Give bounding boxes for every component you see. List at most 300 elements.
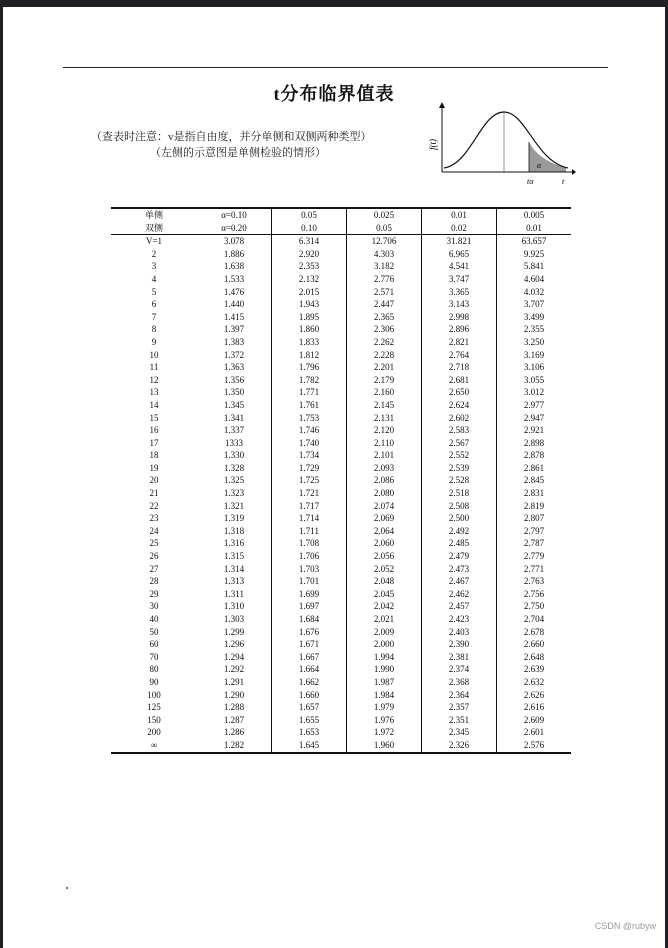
value-cell: 1.415: [223, 311, 245, 322]
table-row: [111, 739, 571, 753]
value-cell: 1.440: [223, 299, 245, 310]
table-row: [111, 626, 571, 639]
value-cell: 1.653: [272, 726, 347, 739]
df-cell: 18: [149, 450, 159, 461]
header-cell: α=0.10: [197, 208, 272, 222]
value-cell: 9.925: [497, 248, 572, 261]
df-cell: 50: [149, 626, 159, 637]
t-critical-value-table: [111, 207, 571, 754]
df-cell: 19: [149, 462, 159, 473]
df-cell: 7: [151, 311, 157, 322]
value-cell: 2.120: [347, 424, 422, 437]
value-cell: 2.365: [347, 311, 422, 324]
value-cell: 3.169: [497, 349, 572, 362]
value-cell: 1.761: [272, 399, 347, 412]
value-cell: 2.845: [497, 474, 572, 487]
value-cell: 2.064: [347, 525, 422, 538]
value-cell: 1.984: [347, 689, 422, 702]
value-cell: 2.048: [347, 575, 422, 588]
value-cell: 2.457: [422, 600, 497, 613]
value-cell: 2.678: [497, 626, 572, 639]
value-cell: 2.571: [347, 286, 422, 299]
table-row: [111, 361, 571, 374]
value-cell: 2.145: [347, 399, 422, 412]
value-cell: 3.182: [347, 260, 422, 273]
table-row: [111, 386, 571, 399]
df-cell: 70: [149, 651, 159, 662]
value-cell: 2.528: [422, 474, 497, 487]
value-cell: 3.499: [497, 311, 572, 324]
value-cell: 2.045: [347, 588, 422, 601]
value-cell: 2.056: [347, 550, 422, 563]
value-cell: 1.782: [272, 374, 347, 387]
value-cell: 2.364: [422, 689, 497, 702]
value-cell: 1.383: [223, 336, 245, 347]
value-cell: 1.288: [223, 702, 245, 713]
value-cell: 1.699: [272, 588, 347, 601]
value-cell: 1.638: [223, 261, 245, 272]
value-cell: 2.485: [422, 537, 497, 550]
value-cell: 1.330: [223, 450, 245, 461]
df-cell: 15: [149, 412, 159, 423]
df-cell: 9: [151, 336, 157, 347]
df-cell: 21: [149, 488, 159, 499]
value-cell: 1.717: [272, 500, 347, 513]
value-cell: 1.734: [272, 449, 347, 462]
value-cell: 1.994: [347, 651, 422, 664]
df-cell: 14: [149, 399, 159, 410]
table-row: [111, 663, 571, 676]
value-cell: 2.069: [347, 512, 422, 525]
value-cell: 3.143: [422, 298, 497, 311]
header-cell: 0.05: [347, 222, 422, 235]
value-cell: 2.473: [422, 563, 497, 576]
value-cell: 1.345: [223, 399, 245, 410]
value-cell: 2.764: [422, 349, 497, 362]
table-row: [111, 248, 571, 261]
value-cell: 2.101: [347, 449, 422, 462]
value-cell: 1.796: [272, 361, 347, 374]
table-row: [111, 651, 571, 664]
header-cell: 0.05: [272, 208, 347, 222]
header-cell: α=0.20: [197, 222, 272, 235]
df-cell: 3: [151, 261, 157, 272]
top-rule: [63, 67, 608, 68]
value-cell: 2.896: [422, 323, 497, 336]
df-cell: 30: [149, 601, 159, 612]
value-cell: 1.711: [272, 525, 347, 538]
value-cell: 2.355: [497, 323, 572, 336]
value-cell: 1.701: [272, 575, 347, 588]
df-cell: 12: [149, 374, 159, 385]
value-cell: 2.351: [422, 714, 497, 727]
value-cell: 2.807: [497, 512, 572, 525]
value-cell: 63.657: [497, 235, 572, 248]
value-cell: 1.746: [272, 424, 347, 437]
value-cell: 1.812: [272, 349, 347, 362]
table-row: [111, 235, 571, 248]
value-cell: 2.609: [497, 714, 572, 727]
value-cell: 2.660: [497, 638, 572, 651]
value-cell: 1.533: [223, 273, 245, 284]
value-cell: 1.476: [223, 286, 245, 297]
table-row: [111, 525, 571, 538]
document-page: [3, 7, 665, 948]
value-cell: 3.707: [497, 298, 572, 311]
value-cell: 1.684: [272, 613, 347, 626]
df-cell: 125: [147, 702, 161, 713]
df-cell: 4: [151, 273, 157, 284]
value-cell: 2.681: [422, 374, 497, 387]
value-cell: 1.860: [272, 323, 347, 336]
value-cell: 2.632: [497, 676, 572, 689]
value-cell: 2.771: [497, 563, 572, 576]
df-cell: 80: [149, 664, 159, 675]
value-cell: 1.771: [272, 386, 347, 399]
df-cell: ∞: [111, 739, 197, 753]
value-cell: 2.576: [497, 739, 572, 753]
header-cell: 0.01: [497, 222, 572, 235]
value-cell: 2.093: [347, 462, 422, 475]
value-cell: 2.650: [422, 386, 497, 399]
df-cell: 60: [149, 639, 159, 650]
value-cell: 2.262: [347, 336, 422, 349]
header-cell: 0.025: [347, 208, 422, 222]
df-cell: 28: [149, 576, 159, 587]
header-cell: 0.02: [422, 222, 497, 235]
value-cell: 2.921: [497, 424, 572, 437]
value-cell: 1.291: [223, 676, 245, 687]
value-cell: 2.583: [422, 424, 497, 437]
value-cell: 2.353: [272, 260, 347, 273]
value-cell: 1.292: [223, 664, 245, 675]
value-cell: 2.492: [422, 525, 497, 538]
value-cell: 2.787: [497, 537, 572, 550]
value-cell: 2.357: [422, 701, 497, 714]
value-cell: 2.947: [497, 412, 572, 425]
value-cell: 2.201: [347, 361, 422, 374]
value-cell: 1.886: [223, 248, 245, 259]
value-cell: 2.998: [422, 311, 497, 324]
value-cell: 1.323: [223, 488, 245, 499]
table-row: [111, 374, 571, 387]
header-cell: 0.005: [497, 208, 572, 222]
t-axis-arrow: [572, 169, 576, 175]
value-cell: 2.228: [347, 349, 422, 362]
value-cell: 1.318: [223, 525, 245, 536]
table-row: [111, 575, 571, 588]
value-cell: 1.703: [272, 563, 347, 576]
value-cell: 1.645: [272, 739, 347, 753]
value-cell: 2.131: [347, 412, 422, 425]
table-row: [111, 487, 571, 500]
value-cell: 1.294: [223, 651, 245, 662]
value-cell: 3.012: [497, 386, 572, 399]
value-cell: 1.729: [272, 462, 347, 475]
f-axis-arrow: [439, 102, 445, 108]
df-cell: 5: [151, 286, 157, 297]
value-cell: 1.299: [223, 626, 245, 637]
value-cell: 1.708: [272, 537, 347, 550]
table-row: [111, 512, 571, 525]
table-row: [111, 714, 571, 727]
value-cell: 1.676: [272, 626, 347, 639]
table-row: [111, 449, 571, 462]
table-row: [111, 298, 571, 311]
value-cell: 2.779: [497, 550, 572, 563]
df-cell: 90: [149, 676, 159, 687]
value-cell: 1.740: [272, 437, 347, 450]
t-distribution-diagram: [426, 102, 576, 194]
value-cell: 2.508: [422, 500, 497, 513]
table-row: [111, 311, 571, 324]
value-cell: 2.368: [422, 676, 497, 689]
table-row: [111, 550, 571, 563]
value-cell: 31.821: [422, 235, 497, 248]
df-cell: 11: [149, 362, 159, 373]
value-cell: 1.286: [223, 727, 245, 738]
value-cell: 2.718: [422, 361, 497, 374]
value-cell: 1.287: [223, 714, 245, 725]
value-cell: 2.878: [497, 449, 572, 462]
value-cell: 2.776: [347, 273, 422, 286]
value-cell: 2.977: [497, 399, 572, 412]
value-cell: 2.567: [422, 437, 497, 450]
value-cell: 2.602: [422, 412, 497, 425]
value-cell: 3.250: [497, 336, 572, 349]
value-cell: 1.310: [223, 601, 245, 612]
value-cell: 2.797: [497, 525, 572, 538]
scan-speck: [66, 887, 68, 889]
value-cell: 2.009: [347, 626, 422, 639]
value-cell: 3.747: [422, 273, 497, 286]
value-cell: 1.960: [347, 739, 422, 753]
value-cell: 5.841: [497, 260, 572, 273]
value-cell: 1.714: [272, 512, 347, 525]
value-cell: 1.290: [223, 689, 245, 700]
df-cell: 22: [149, 500, 159, 511]
value-cell: 1.303: [223, 614, 245, 624]
value-cell: 2.403: [422, 626, 497, 639]
note-line-1: （查表时注意：v是指自由度，并分单侧和双侧两种类型）: [91, 131, 372, 143]
table-row: [111, 638, 571, 651]
value-cell: 1.895: [272, 311, 347, 324]
value-cell: 1.325: [223, 475, 245, 486]
table-row: [111, 701, 571, 714]
value-cell: 1.943: [272, 298, 347, 311]
value-cell: 2.704: [497, 613, 572, 626]
header-row-one-sided: [111, 208, 571, 222]
value-cell: 2.080: [347, 487, 422, 500]
value-cell: 4.032: [497, 286, 572, 299]
value-cell: 1.721: [272, 487, 347, 500]
t-alpha-label: tα: [527, 177, 534, 186]
value-cell: 2.763: [497, 575, 572, 588]
df-cell: 40: [149, 614, 159, 624]
value-cell: 2.015: [272, 286, 347, 299]
value-cell: 2.462: [422, 588, 497, 601]
df-cell: 20: [149, 475, 159, 486]
header-cell: 单侧: [111, 208, 197, 222]
t-label: t: [562, 177, 565, 186]
value-cell: 3.055: [497, 374, 572, 387]
value-cell: 2.074: [347, 500, 422, 513]
value-cell: 1.314: [223, 563, 245, 574]
value-cell: 2.306: [347, 323, 422, 336]
header-row-two-sided: [111, 222, 571, 235]
value-cell: 1.660: [272, 689, 347, 702]
alpha-label: α: [537, 161, 542, 170]
df-cell: 16: [149, 425, 159, 436]
value-cell: 2.750: [497, 600, 572, 613]
value-cell: 1.350: [223, 387, 245, 398]
df-cell: 23: [149, 513, 159, 524]
table-row: [111, 588, 571, 601]
table-row: [111, 613, 571, 626]
df-cell: 6: [151, 299, 157, 310]
value-cell: 1.667: [272, 651, 347, 664]
value-cell: 4.303: [347, 248, 422, 261]
value-cell: 2.539: [422, 462, 497, 475]
value-cell: 2.390: [422, 638, 497, 651]
value-cell: 2.861: [497, 462, 572, 475]
table-row: [111, 726, 571, 739]
value-cell: 1.833: [272, 336, 347, 349]
value-cell: 2.898: [497, 437, 572, 450]
value-cell: 1.753: [272, 412, 347, 425]
header-cell: 0.01: [422, 208, 497, 222]
value-cell: 2.616: [497, 701, 572, 714]
value-cell: 1.706: [272, 550, 347, 563]
value-cell: 6.965: [422, 248, 497, 261]
df-cell: 8: [151, 324, 157, 335]
df-cell: 26: [149, 551, 159, 562]
table-row: [111, 462, 571, 475]
value-cell: 1.657: [272, 701, 347, 714]
value-cell: 1.725: [272, 474, 347, 487]
value-cell: 3.365: [422, 286, 497, 299]
value-cell: 1.311: [224, 588, 244, 599]
table-row: [111, 336, 571, 349]
table-row: [111, 689, 571, 702]
value-cell: 1.282: [197, 739, 272, 753]
density-curve: [444, 112, 568, 168]
table-row: [111, 286, 571, 299]
value-cell: 2.423: [422, 613, 497, 626]
value-cell: 1.315: [223, 551, 245, 562]
table-row: [111, 349, 571, 362]
value-cell: 2.086: [347, 474, 422, 487]
value-cell: 2.160: [347, 386, 422, 399]
value-cell: 1.356: [223, 374, 245, 385]
value-cell: 2.467: [422, 575, 497, 588]
value-cell: 1.328: [223, 462, 245, 473]
value-cell: 2.000: [347, 638, 422, 651]
value-cell: 1.979: [347, 701, 422, 714]
value-cell: 1.316: [223, 538, 245, 549]
value-cell: 1.976: [347, 714, 422, 727]
value-cell: 2.110: [347, 437, 422, 450]
value-cell: 2.132: [272, 273, 347, 286]
df-cell: V=1: [145, 236, 163, 247]
value-cell: 2.021: [347, 613, 422, 626]
df-cell: 2: [151, 248, 157, 259]
value-cell: 1.664: [272, 663, 347, 676]
value-cell: 1.671: [272, 638, 347, 651]
value-cell: 1.321: [223, 500, 245, 511]
df-cell: 17: [149, 437, 159, 448]
table-row: [111, 273, 571, 286]
value-cell: 3.078: [223, 236, 245, 247]
value-cell: 2.552: [422, 449, 497, 462]
value-cell: 2.479: [422, 550, 497, 563]
df-cell: 100: [147, 689, 161, 700]
value-cell: 2.381: [422, 651, 497, 664]
value-cell: 2.648: [497, 651, 572, 664]
value-cell: 1.372: [223, 349, 245, 360]
value-cell: 4.604: [497, 273, 572, 286]
value-cell: 2.821: [422, 336, 497, 349]
value-cell: 2.179: [347, 374, 422, 387]
table-row: [111, 437, 571, 450]
df-cell: 27: [149, 563, 159, 574]
value-cell: 2.500: [422, 512, 497, 525]
value-cell: 1.313: [223, 576, 245, 587]
value-cell: 1.662: [272, 676, 347, 689]
value-cell: 1.341: [223, 412, 245, 423]
value-cell: 2.345: [422, 726, 497, 739]
df-cell: 150: [147, 714, 161, 725]
value-cell: 6.314: [272, 235, 347, 248]
table-row: [111, 500, 571, 513]
value-cell: 2.624: [422, 399, 497, 412]
value-cell: 3.106: [497, 361, 572, 374]
value-cell: 2.639: [497, 663, 572, 676]
watermark: CSDN @rubyw: [594, 921, 656, 931]
df-cell: 13: [149, 387, 159, 398]
value-cell: 12.706: [347, 235, 422, 248]
value-cell: 1.655: [272, 714, 347, 727]
df-cell: 24: [149, 525, 159, 536]
table-row: [111, 563, 571, 576]
value-cell: 1.296: [223, 639, 245, 650]
value-cell: 2.518: [422, 487, 497, 500]
value-cell: 1333: [225, 437, 243, 448]
table-row: [111, 424, 571, 437]
df-cell: 29: [149, 588, 159, 599]
value-cell: 2.052: [347, 563, 422, 576]
table-row: [111, 600, 571, 613]
df-cell: 200: [147, 727, 161, 738]
value-cell: 2.831: [497, 487, 572, 500]
table-row: [111, 676, 571, 689]
value-cell: 1.397: [223, 324, 245, 335]
value-cell: 1.697: [272, 600, 347, 613]
value-cell: 2.326: [422, 739, 497, 753]
value-cell: 1.972: [347, 726, 422, 739]
value-cell: 2.756: [497, 588, 572, 601]
value-cell: 2.626: [497, 689, 572, 702]
value-cell: 2.819: [497, 500, 572, 513]
table-row: [111, 323, 571, 336]
value-cell: 1.337: [223, 425, 245, 436]
value-cell: 1.319: [223, 513, 245, 524]
value-cell: 2.920: [272, 248, 347, 261]
page-title: t分布临界值表: [273, 84, 395, 104]
value-cell: 2.060: [347, 537, 422, 550]
header-cell: 双侧: [111, 222, 197, 235]
value-cell: 2.042: [347, 600, 422, 613]
